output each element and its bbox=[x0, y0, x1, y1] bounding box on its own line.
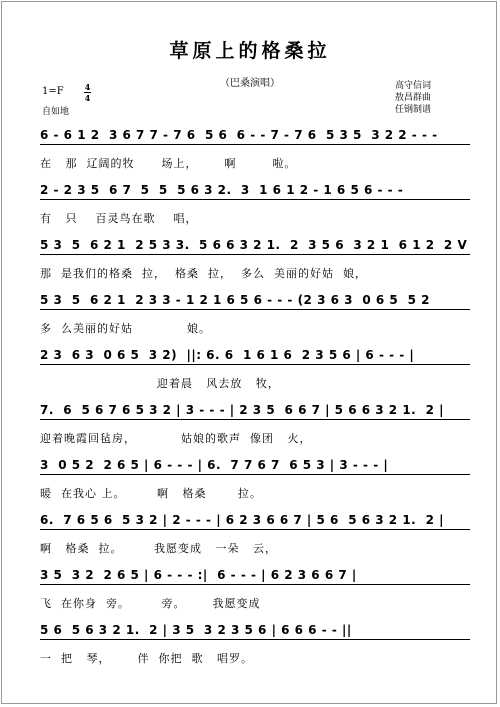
composer-credit: 敖昌群曲 bbox=[395, 93, 432, 103]
key-signature: 1=F bbox=[42, 86, 64, 97]
lyrics-line: 飞 在你身 旁。 旁。 我愿变成 bbox=[40, 597, 261, 610]
lyrics-line: 迎着晚霞回毡房， 姑娘的歌声 像团 火， bbox=[40, 432, 312, 445]
notation-line: 6 - 6 1 2 3 6 7 7 - 7 6 5 6 6 - - 7 - 7 6 5 3 5 3 2 2 - - - bbox=[40, 128, 470, 145]
lyrics-line: 迎着晨 风去放 牧， bbox=[40, 377, 280, 390]
score-line-10 bbox=[40, 623, 470, 666]
lyrics-line: 那 是我们的格桑 拉， 格桑 拉， 多么 美丽的好姑 娘， bbox=[40, 267, 367, 280]
credits-block bbox=[395, 80, 431, 116]
tempo-marking: 自如地 bbox=[42, 107, 70, 117]
notation-line: 5 3 5 6 2 1 2 3 3 - 1 2 1 6 5 6 - - - (2 3 6 3 0 6 5 5 2 bbox=[40, 293, 470, 310]
score-line-8 bbox=[40, 513, 470, 556]
lyrics-line: 啊 格桑 拉。 我愿变成 一朵 云， bbox=[40, 542, 277, 555]
score-line-4 bbox=[40, 293, 470, 336]
score-line-5 bbox=[40, 348, 470, 391]
score-line-9 bbox=[40, 568, 470, 611]
song-title: 草原上的格桑拉 bbox=[169, 40, 331, 62]
notation-line: 5 3 5 6 2 1 2 5 3 3. 5 6 6 3 2 1. 2 3 5 6 3 2 1 6 1 2 2 V bbox=[40, 238, 470, 255]
score-line-2 bbox=[40, 183, 470, 226]
arranger-credit: 任钢制谱 bbox=[395, 105, 432, 115]
lyrics-line: 暖 在我心 上。 啊 格桑 拉。 bbox=[40, 487, 262, 500]
notation-line: 3 0 5 2 2 6 5 | 6 - - - | 6. 7 7 6 7 6 5 3 | 3 - - - | bbox=[40, 458, 470, 475]
score-line-1 bbox=[40, 128, 470, 171]
lyricist-credit: 高守信词 bbox=[395, 81, 432, 91]
notation-line: 5 6 5 6 3 2 1. 2 | 3 5 3 2 3 5 6 | 6 6 6 - - || bbox=[40, 623, 470, 640]
lyrics-line: 一 把 琴， 伴 你把 歌 唱罗。 bbox=[40, 652, 253, 665]
time-signature-bottom: 4 bbox=[84, 93, 91, 103]
notation-line: 2 - 2 3 5 6 7 5 5 5 6 3 2. 3 1 6 1 2 - 1 6 5 6 - - - bbox=[40, 183, 470, 200]
lyrics-line: 有 只 百灵鸟在歌 唱， bbox=[40, 212, 198, 225]
time-signature-top: 4 bbox=[84, 82, 91, 92]
notation-line: 6. 7 6 5 6 5 3 2 | 2 - - - | 6 2 3 6 6 7 | 5 6 5 6 3 2 1. 2 | bbox=[40, 513, 470, 530]
lyrics-line: 多 么美丽的好姑 娘。 bbox=[40, 322, 211, 335]
score-line-6 bbox=[40, 403, 470, 446]
score-line-3 bbox=[40, 238, 470, 281]
score-line-7 bbox=[40, 458, 470, 501]
lyrics-line: 在 那 辽阔的牧 场上， 啊 啦。 bbox=[40, 157, 297, 170]
time-signature bbox=[84, 83, 91, 102]
notation-line: 3 5 3 2 2 6 5 | 6 - - - :| 6 - - - | 6 2 3 6 6 7 | bbox=[40, 568, 470, 585]
notation-line: 2 3 6 3 0 6 5 3 2) ||: 6. 6 1 6 1 6 2 3 5 6 | 6 - - - | bbox=[40, 348, 470, 365]
notation-line: 7. 6 5 6 7 6 5 3 2 | 3 - - - | 2 3 5 6 6 7 | 5 6 6 3 2 1. 2 | bbox=[40, 403, 470, 420]
performer-credit: （巴桑演唱） bbox=[220, 78, 280, 89]
